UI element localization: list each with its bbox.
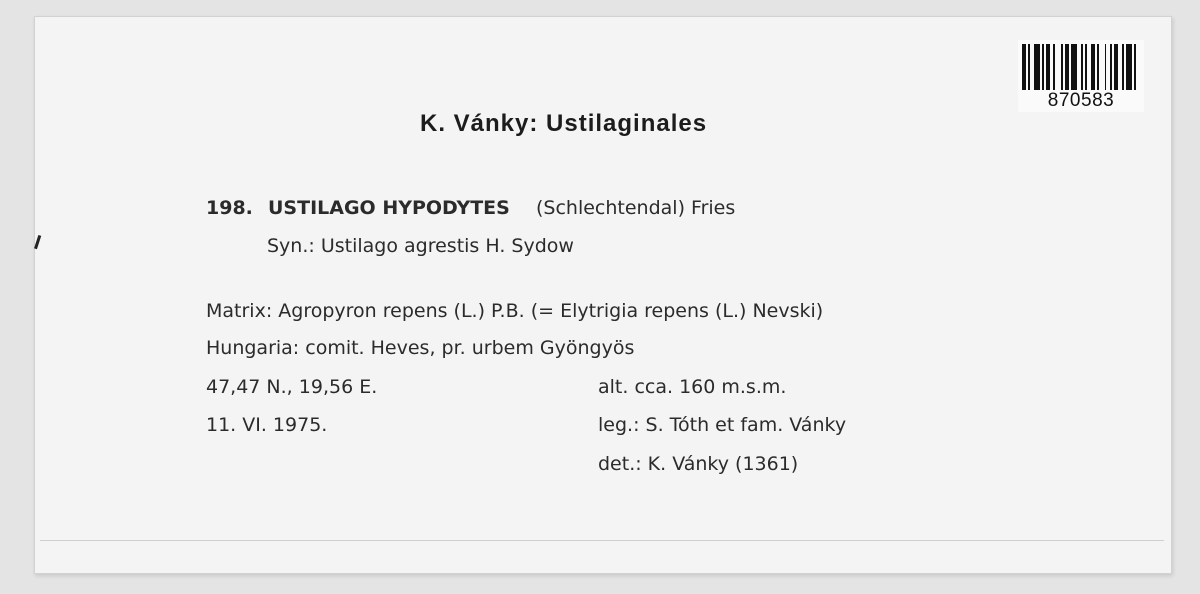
page-title: K. Vánky: Ustilaginales (420, 110, 708, 137)
matrix-text: Matrix: Agropyron repens (L.) P.B. (= Elytrigia repens (L.) Nevski) (206, 300, 824, 322)
locality-text: Hungaria: comit. Heves, pr. urbem Gyöngyös (206, 337, 635, 359)
barcode (1018, 40, 1144, 112)
herbarium-label (34, 16, 1172, 574)
label-divider-line (40, 540, 1164, 541)
determiner-text: det.: K. Vánky (1361) (598, 453, 799, 475)
species-author: (Schlechtendal) Fries (536, 197, 736, 219)
species-name: USTILAGO HYPODYTES (268, 197, 510, 219)
collection-date: 11. VI. 1975. (206, 414, 328, 436)
barcode-bars (1022, 44, 1140, 90)
species-number: 198. (206, 197, 253, 219)
altitude-text: alt. cca. 160 m.s.m. (598, 376, 787, 398)
coordinates-text: 47,47 N., 19,56 E. (206, 376, 378, 398)
barcode-bar (1136, 44, 1140, 90)
barcode-number: 870583 (1047, 90, 1115, 111)
collectors-text: leg.: S. Tóth et fam. Vánky (598, 414, 847, 436)
species-synonym: Syn.: Ustilago agrestis H. Sydow (267, 235, 574, 257)
